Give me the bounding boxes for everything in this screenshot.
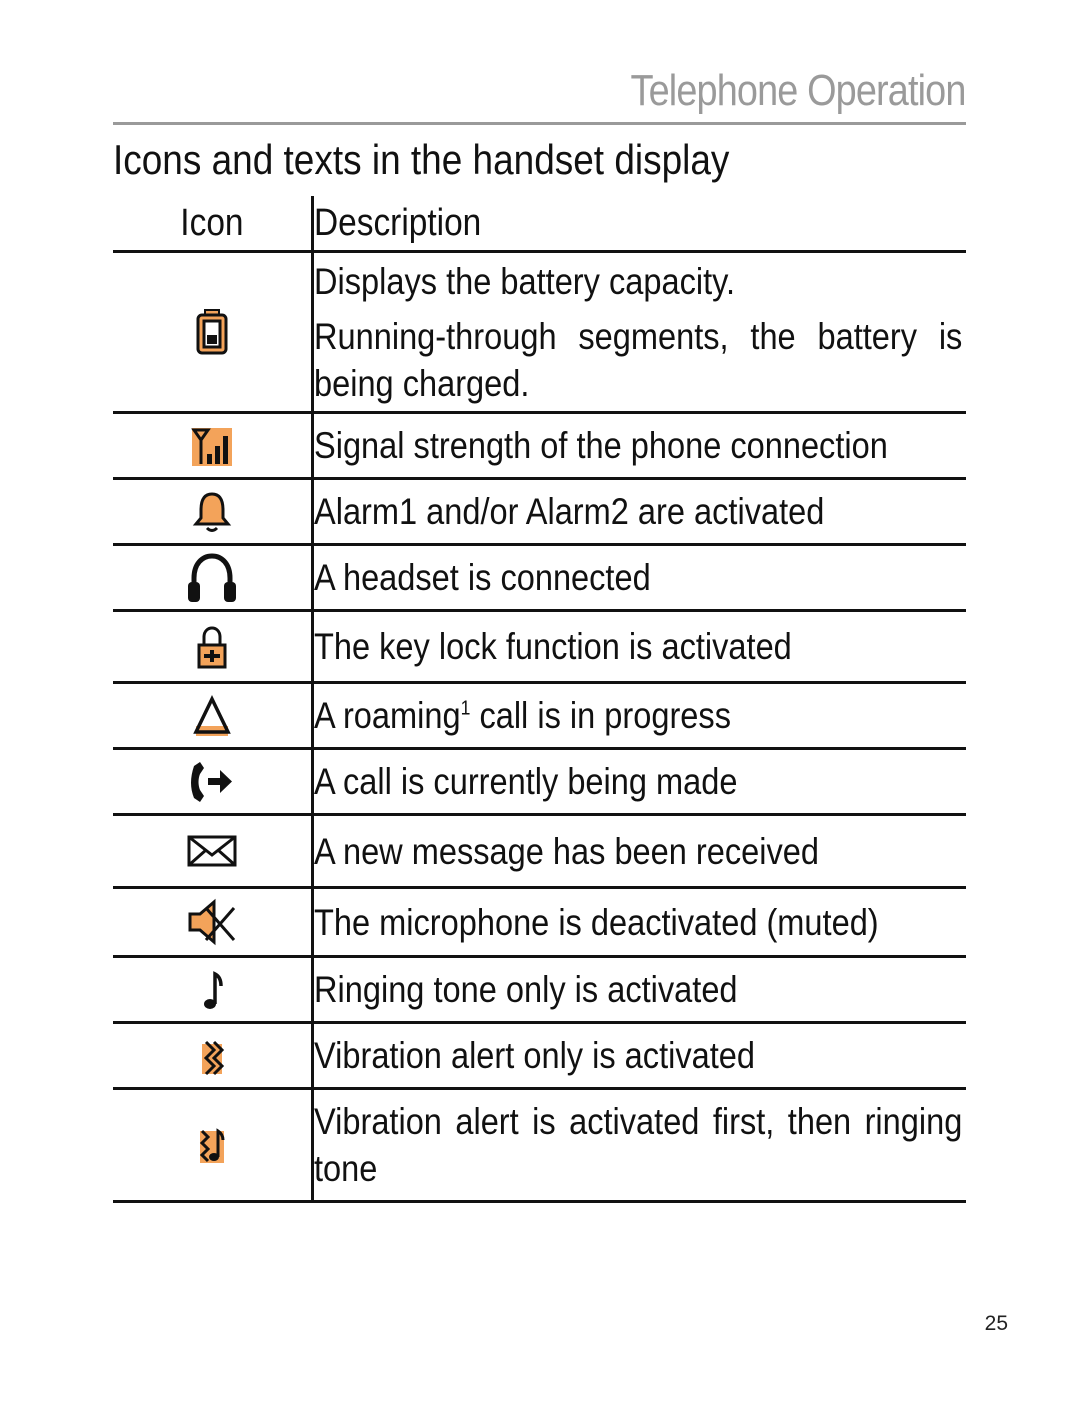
- vibration-icon: [184, 1030, 240, 1082]
- description-text: A call is currently being made: [314, 761, 738, 802]
- muted-microphone-icon: [184, 896, 240, 948]
- music-note-icon: [184, 964, 240, 1016]
- table-row: [113, 545, 966, 611]
- description-text: A headset is connected: [314, 557, 651, 598]
- alarm-bell-icon: [184, 486, 240, 538]
- description-text: Displays the battery capacity.: [314, 260, 736, 302]
- outgoing-call-icon: [184, 756, 240, 808]
- description-text: Ringing tone only is activated: [314, 969, 738, 1010]
- description-column-header: Description: [313, 196, 967, 252]
- signal-strength-icon: [184, 420, 240, 472]
- description-text: A roaming$^1$ call is in progress: [314, 695, 731, 736]
- table-row: [113, 815, 966, 888]
- table-header-row: [113, 196, 966, 252]
- table-row: [113, 413, 966, 479]
- table-row: [113, 611, 966, 683]
- table-row: [113, 479, 966, 545]
- page-header: [113, 62, 966, 125]
- section-title: Icons and texts in the handset display: [113, 136, 730, 183]
- icon-description-table: [113, 196, 966, 1203]
- battery-icon: [184, 306, 240, 358]
- key-lock-icon: [184, 621, 240, 673]
- table-row: [113, 1023, 966, 1089]
- chapter-title: Telephone Operation: [631, 66, 966, 115]
- table-row: [113, 957, 966, 1023]
- table-row: [113, 888, 966, 957]
- headset-icon: [184, 552, 240, 604]
- description-text: Vibration alert only is activated: [314, 1035, 756, 1076]
- table-row: [113, 749, 966, 815]
- description-text: Vibration alert is activated first, then ringing tone: [314, 1101, 963, 1189]
- table-row: [113, 683, 966, 749]
- page-number: 25: [984, 1312, 1008, 1335]
- envelope-icon: [184, 825, 240, 877]
- icon-column-header: Icon: [113, 196, 313, 252]
- description-text: The key lock function is activated: [314, 626, 792, 667]
- description-text: A new message has been received: [314, 830, 820, 872]
- description-text: Signal strength of the phone connection: [314, 425, 888, 466]
- description-text: Alarm1 and/or Alarm2 are activated: [314, 491, 825, 532]
- roaming-triangle-icon: [184, 690, 240, 742]
- description-text: Running-through segments, the battery is being charged.: [314, 315, 963, 404]
- vibration-then-ring-icon: [184, 1119, 240, 1171]
- table-row: [113, 252, 966, 413]
- description-text: The microphone is deactivated (muted): [314, 901, 879, 943]
- table-row: [113, 1089, 966, 1202]
- footnote-marker: 1: [460, 697, 471, 720]
